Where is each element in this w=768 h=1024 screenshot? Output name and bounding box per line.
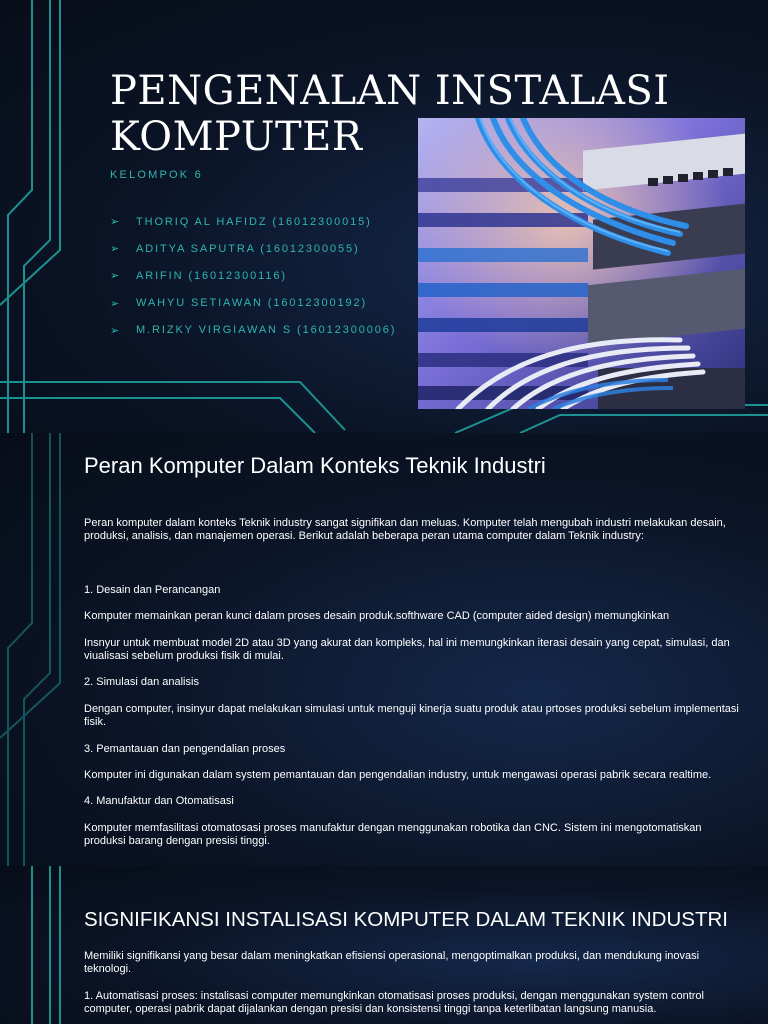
content-slide-peran: [0, 433, 768, 866]
section-heading: 1. Desain dan Perancangan: [84, 583, 221, 596]
arrow-bullet-icon: ➢: [110, 323, 120, 337]
arrow-bullet-icon: ➢: [110, 296, 120, 310]
arrow-bullet-icon: ➢: [110, 242, 120, 256]
member-name: M.RIZKY VIRGIAWAN S (16012300006): [136, 324, 397, 337]
list-item: [110, 235, 396, 262]
slide-body: [84, 517, 744, 849]
section-heading: 2. Simulasi dan analisis: [84, 676, 199, 689]
group-subtitle: KELOMPOK 6: [110, 169, 203, 181]
network-cables-photo: [418, 118, 745, 409]
section-heading: 3. Pemantauan dan pengendalian proses: [84, 742, 286, 755]
slide-title: Peran Komputer Dalam Konteks Teknik Industri: [84, 453, 546, 478]
body-paragraph: Dengan computer, insinyur dapat melakukan simulasi untuk menguji kinerja suatu produk atau prtoses produksi sebelum implementasi fisik.: [84, 702, 739, 729]
slide-title-line-1: PENGENALAN INSTALASI: [110, 68, 670, 114]
slide-title-line-2: KOMPUTER: [110, 114, 363, 160]
content-slide-signifikansi: [0, 866, 768, 1024]
slide-title: SIGNIFIKANSI INSTALISASI KOMPUTER DALAM TEKNIK INDUSTRI: [84, 908, 728, 931]
slide-body: [84, 950, 744, 1017]
member-name: WAHYU SETIAWAN (16012300192): [136, 297, 368, 310]
section-heading: 4. Manufaktur dan Otomatisasi: [84, 795, 234, 808]
arrow-bullet-icon: ➢: [110, 215, 120, 229]
list-item: [110, 262, 396, 289]
body-paragraph: 1. Automatisasi proses: instalisasi computer memungkinkan otomatisasi proses produksi, dengan menggunakan system control computer, operasi pabrik dapat dijalankan dengan presisi dan konsistensi tinggi tanpa keterlibatan langsung manusia.: [84, 989, 704, 1016]
body-paragraph: Peran komputer dalam konteks Teknik industry sangat signifikan dan meluas. Komputer telah mengubah industri melakukan desain, produksi, analisis, dan manajemen operasi. Berikut adalah beberapa peran utama computer dalam Teknik industry:: [84, 517, 726, 543]
member-list: [110, 208, 396, 344]
body-paragraph: Komputer memainkan peran kunci dalam proses desain produk.softhware CAD (computer aided design) memungkinkan: [84, 610, 670, 623]
member-name: ADITYA SAPUTRA (16012300055): [136, 242, 360, 255]
body-paragraph: Memiliki signifikansi yang besar dalam meningkatkan efisiensi operasional, mengoptimalkan produksi, dan mendukung inovasi teknologi.: [84, 950, 700, 976]
list-item: [110, 208, 396, 235]
body-paragraph: Komputer ini digunakan dalam system pemantauan dan pengendalian industry, untuk mengawasi operasi pabrik secara realtime.: [84, 769, 712, 782]
title-slide: [0, 0, 768, 433]
member-name: ARIFIN (16012300116): [136, 269, 287, 282]
member-name: THORIQ AL HAFIDZ (16012300015): [136, 215, 372, 228]
body-paragraph: Komputer memfasilitasi otomatosasi proses manufaktur dengan menggunakan robotika dan CNC. Sistem ini mengotomatiskan produksi barang dengan presisi tinggi.: [84, 821, 702, 848]
list-item: [110, 317, 396, 344]
arrow-bullet-icon: ➢: [110, 269, 120, 283]
list-item: [110, 290, 396, 317]
body-paragraph: Insnyur untuk membuat model 2D atau 3D yang akurat dan kompleks, hal ini memungkinkan iterasi desain yang cepat, simulasi, dan viualisasi sebelum produksi fisik di mulai.: [84, 636, 730, 663]
